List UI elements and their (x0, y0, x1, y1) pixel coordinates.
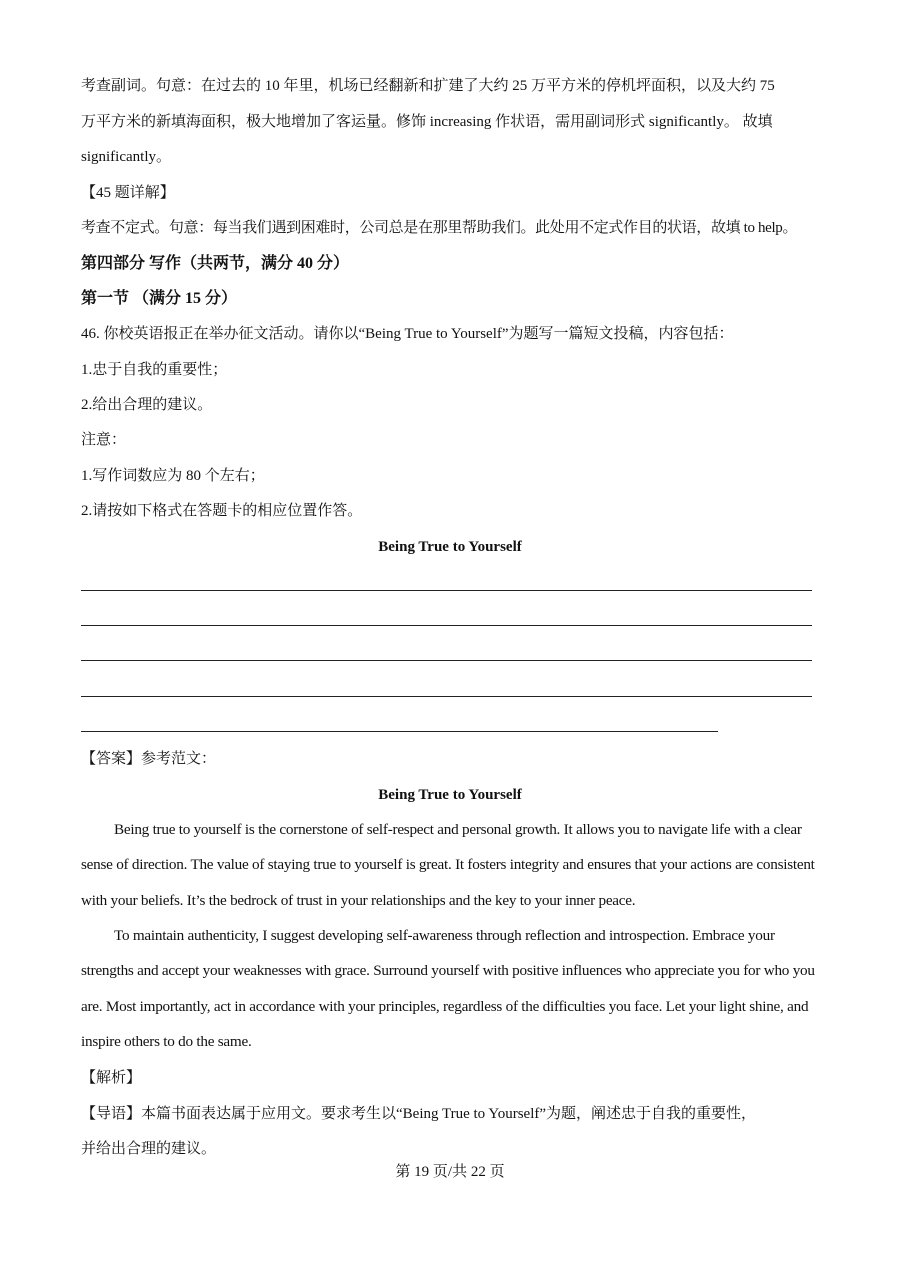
section1-heading: 第一节 （满分 15 分） (81, 290, 238, 307)
q46-point-1: 1.忠于自我的重要性； (81, 362, 228, 378)
essay-paragraph-1: Being true to yourself is the cornerstone of self-respect and personal growth. It allows you to navigate life with a clear sense of direction. The value of staying true to yourself is great. It fosters integrity and ensures that your actions are consistent with your beliefs. It’s the bedrock of trust in your relationships and the key to your inner peace. (81, 821, 815, 909)
q44-explanation-line-2: 万平方米的新填海面积，极大地增加了客运量。修饰 increasing 作状语，需用副词形式 significantly。 故填 (81, 114, 773, 130)
answer-writing-line (81, 731, 718, 732)
answer-writing-line (81, 696, 812, 697)
essay-paragraph-2: To maintain authenticity, I suggest developing self-awareness through reflection and introspection. Embrace your strengths and accept your weaknesses with grace. Surround yourself with positive influences who appreciate you for who you are. Most importantly, act in accordance with your principles, regardless of the difficulties you face. Let your light shine, and inspire others to do the same. (81, 927, 815, 1051)
q46-note-1: 1.写作词数应为 80 个左右； (81, 468, 265, 484)
analysis-line-1: 【导语】本篇书面表达属于应用文。要求考生以“Being True to Yourself”为题，阐述忠于自我的重要性， (81, 1106, 757, 1122)
answer-title: Being True to Yourself (378, 787, 522, 803)
q46-note-2: 2.请按如下格式在答题卡的相应位置作答。 (81, 503, 363, 519)
answer-label: 【答案】参考范文： (81, 751, 217, 767)
q44-explanation-line-1: 考查副词。句意：在过去的 10 年里，机场已经翻新和扩建了大约 25 万平方米的停机坪面积，以及大约 75 (81, 78, 775, 94)
answer-writing-line (81, 660, 812, 661)
q44-explanation-line-3: significantly。 (81, 149, 171, 165)
analysis-line-2: 并给出合理的建议。 (81, 1141, 217, 1157)
q45-heading: 【45 题详解】 (81, 185, 175, 201)
part4-heading: 第四部分 写作（共两节，满分 40 分） (81, 255, 350, 272)
q46-prompt: 46. 你校英语报正在举办征文活动。请你以“Being True to Yourself”为题写一篇短文投稿，内容包括： (81, 326, 734, 342)
answer-writing-line (81, 590, 812, 591)
q46-point-2: 2.给出合理的建议。 (81, 397, 213, 413)
answer-writing-line (81, 625, 812, 626)
writing-title: Being True to Yourself (378, 539, 522, 555)
analysis-label: 【解析】 (81, 1070, 142, 1086)
q45-explanation: 考查不定式。句意：每当我们遇到困难时，公司总是在那里帮助我们。此处用不定式作目的状语，故填 to help。 (81, 220, 798, 236)
page-number: 第 19 页/共 22 页 (395, 1164, 505, 1180)
q46-note-label: 注意： (81, 432, 127, 448)
